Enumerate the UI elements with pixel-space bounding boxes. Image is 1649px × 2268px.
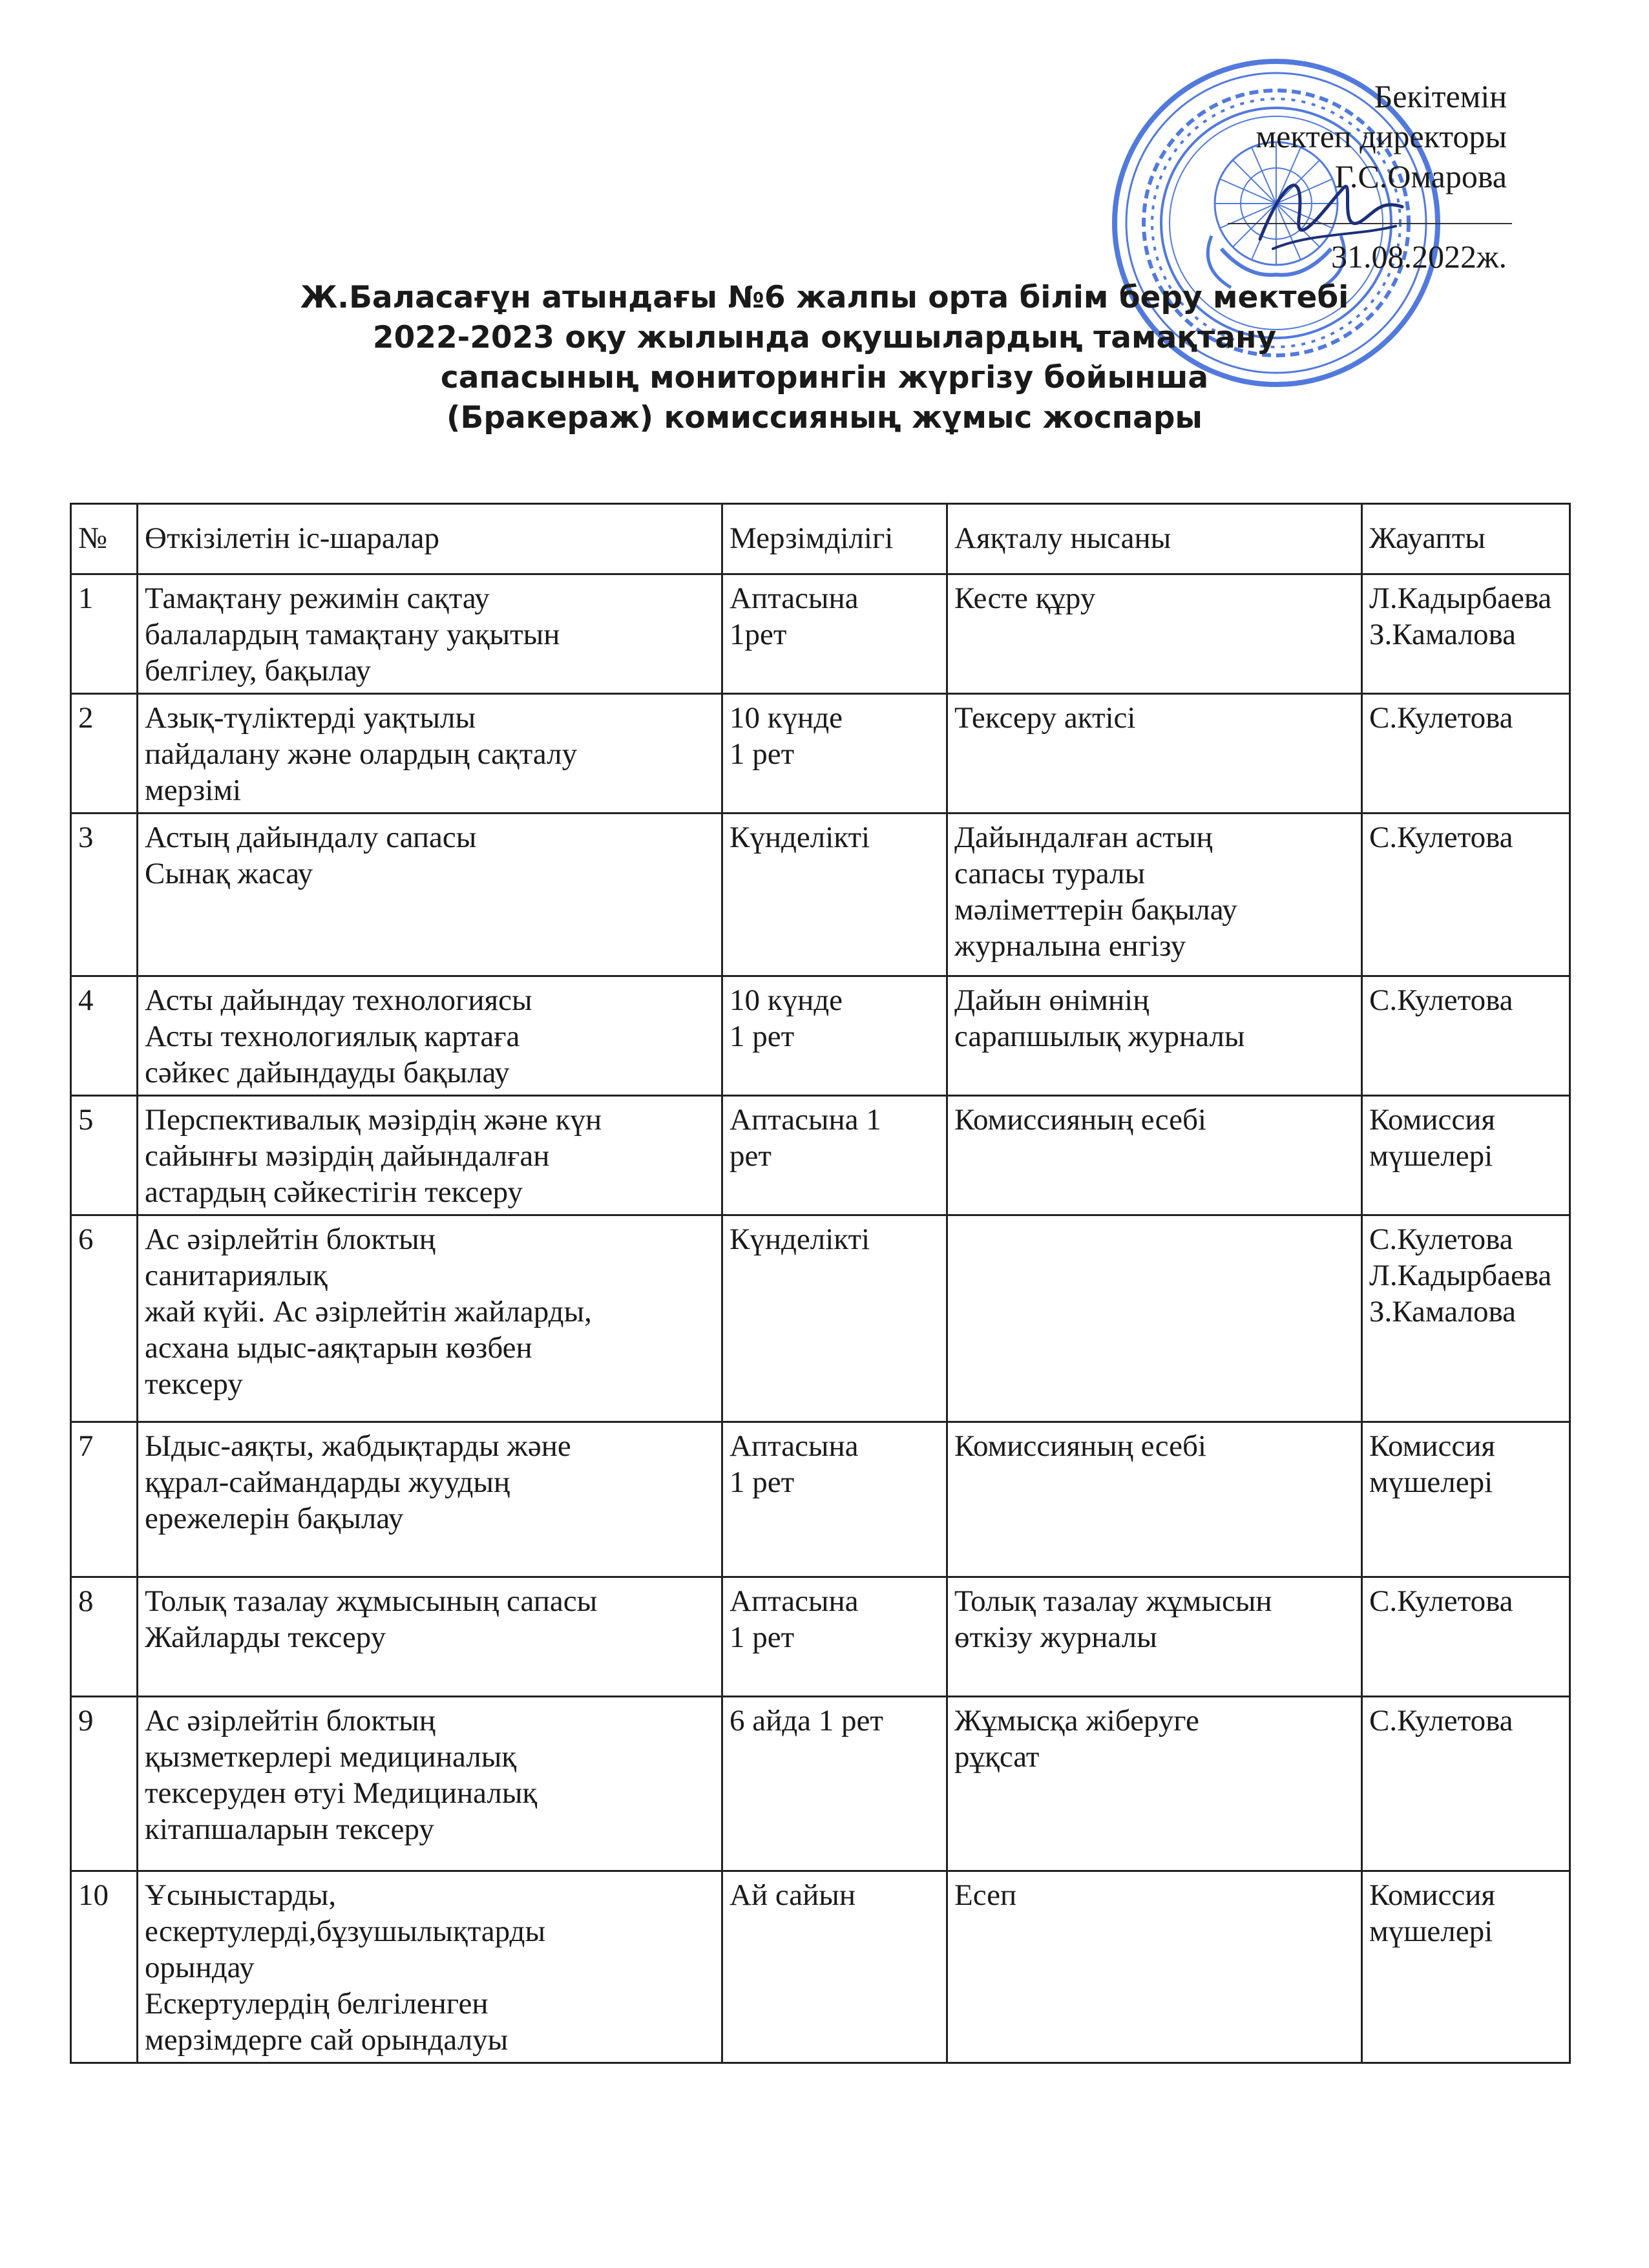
cell-form <box>947 976 1362 1096</box>
header-responsible: Жауапты <box>1362 504 1570 574</box>
cell-responsible <box>1362 694 1570 814</box>
header-form: Аяқталу нысаны <box>947 504 1362 574</box>
responsible-line: Л.Кадырбаева <box>1369 1259 1552 1292</box>
approval-date: 31.08.2022ж. <box>1330 238 1507 275</box>
activity-line: Сынақ жасау <box>145 857 313 890</box>
responsible-line: мүшелері <box>1369 1465 1493 1499</box>
cell-activity <box>138 1096 722 1215</box>
table-row <box>71 1577 1570 1697</box>
approval-position: мектеп директоры <box>1255 118 1507 154</box>
responsible-line: С.Кулетова <box>1369 1704 1513 1738</box>
responsible-line: С.Кулетова <box>1369 1223 1513 1256</box>
period-line: Аптасына 1 <box>730 1103 881 1137</box>
period-line: 1 рет <box>730 1465 795 1499</box>
table-row <box>71 1422 1570 1577</box>
table-row <box>71 1215 1570 1422</box>
form-line: Комиссияның есебі <box>954 1429 1206 1463</box>
table-row <box>71 1096 1570 1215</box>
cell-responsible <box>1362 1577 1570 1697</box>
responsible-line: Комиссия <box>1369 1429 1495 1463</box>
cell-activity <box>138 976 722 1096</box>
row-number: 7 <box>71 1422 138 1577</box>
activity-line: санитариялық <box>145 1259 328 1292</box>
signature-icon <box>1247 162 1415 265</box>
activity-line: мерзімі <box>145 773 242 807</box>
activity-line: астардың сәйкестігін тексеру <box>145 1175 523 1209</box>
cell-form <box>947 1697 1362 1871</box>
row-number: 5 <box>71 1096 138 1215</box>
responsible-line: С.Кулетова <box>1369 701 1513 735</box>
cell-responsible <box>1362 976 1570 1096</box>
activity-line: белгілеу, бақылау <box>145 654 371 688</box>
cell-responsible <box>1362 574 1570 694</box>
row-number: 1 <box>71 574 138 694</box>
activity-line: балалардың тамақтану уақытын <box>145 618 560 651</box>
activity-line: қызметкерлері медициналық <box>145 1740 517 1774</box>
table-row <box>71 1697 1570 1871</box>
form-line: өткізу журналы <box>954 1621 1157 1654</box>
cell-activity <box>138 814 722 976</box>
title-line-3: сапасының мониторингін жүргізу бойынша <box>440 360 1209 395</box>
cell-period <box>722 976 947 1096</box>
cell-period <box>722 1096 947 1215</box>
form-line: Комиссияның есебі <box>954 1103 1206 1137</box>
period-line: Аптасына <box>730 1584 859 1618</box>
cell-form <box>947 574 1362 694</box>
document-title <box>0 278 1649 438</box>
period-line: Аптасына <box>730 1429 859 1463</box>
header-period: Мерзімділігі <box>722 504 947 574</box>
period-line: 1 рет <box>730 1020 795 1053</box>
cell-period <box>722 694 947 814</box>
row-number: 8 <box>71 1577 138 1697</box>
activity-line: Азық-түліктерді уақтылы <box>145 701 476 735</box>
period-line: 1рет <box>730 618 787 651</box>
period-line: 10 күнде <box>730 701 843 735</box>
cell-responsible <box>1362 1215 1570 1422</box>
activity-line: Ыдыс-аяқты, жабдықтарды және <box>145 1429 571 1463</box>
activity-line: тексеру <box>145 1367 243 1401</box>
cell-activity <box>138 1422 722 1577</box>
activity-line: Тамақтану режимін сақтау <box>145 582 490 615</box>
row-number: 6 <box>71 1215 138 1422</box>
table-row <box>71 814 1570 976</box>
activity-line: сайынғы мәзірдің дайындалған <box>145 1139 550 1173</box>
activity-line: Асты технологиялық картаға <box>145 1020 520 1053</box>
form-line: Толық тазалау жұмысын <box>954 1584 1272 1618</box>
cell-responsible <box>1362 1697 1570 1871</box>
activity-line: орындау <box>145 1951 255 1984</box>
activity-line: мерзімдерге сай орындалуы <box>145 2023 509 2057</box>
cell-period <box>722 1215 947 1422</box>
cell-responsible <box>1362 1871 1570 2063</box>
table-row <box>71 694 1570 814</box>
cell-activity <box>138 1577 722 1697</box>
row-number: 10 <box>71 1871 138 2063</box>
cell-form <box>947 1096 1362 1215</box>
title-line-1: Ж.Баласағұн атындағы №6 жалпы орта білім беру мектебі <box>300 280 1349 315</box>
cell-activity <box>138 1871 722 2063</box>
activity-line: Ескертулердің белгіленген <box>145 1987 488 2021</box>
form-line: Кесте құру <box>954 582 1096 615</box>
table-header-row <box>71 504 1570 574</box>
activity-line: Асты дайындау технологиясы <box>145 983 532 1017</box>
period-line: 1 рет <box>730 1621 795 1654</box>
responsible-line: З.Камалова <box>1369 1295 1516 1328</box>
activity-line: пайдалану және олардың сақталу <box>145 737 578 771</box>
period-line: рет <box>730 1139 772 1173</box>
cell-activity <box>138 1215 722 1422</box>
cell-form <box>947 1215 1362 1422</box>
row-number: 9 <box>71 1697 138 1871</box>
header-activity: Өткізілетін іс-шаралар <box>138 504 722 574</box>
plan-table <box>70 503 1571 2064</box>
activity-line: Астың дайындалу сапасы <box>145 821 477 854</box>
title-line-2: 2022-2023 оқу жылында оқушылардың тамақтану <box>372 320 1277 355</box>
activity-line: Ас әзірлейтін блоктың <box>145 1704 436 1738</box>
responsible-line: Комиссия <box>1369 1103 1495 1137</box>
period-line: Ай сайын <box>730 1878 856 1912</box>
cell-form <box>947 1577 1362 1697</box>
cell-activity <box>138 694 722 814</box>
responsible-line: Комиссия <box>1369 1878 1495 1912</box>
activity-line: асхана ыдыс-аяқтарын көзбен <box>145 1331 532 1365</box>
cell-period <box>722 1697 947 1871</box>
responsible-line: С.Кулетова <box>1369 821 1513 854</box>
activity-line: Жайларды тексеру <box>145 1621 386 1654</box>
form-line: рұқсат <box>954 1740 1040 1774</box>
table-row <box>71 1871 1570 2063</box>
cell-form <box>947 814 1362 976</box>
cell-form <box>947 1871 1362 2063</box>
cell-activity <box>138 574 722 694</box>
form-line: сапасы туралы <box>954 857 1146 890</box>
form-line: Тексеру актісі <box>954 701 1136 735</box>
responsible-line: мүшелері <box>1369 1139 1493 1173</box>
period-line: 10 күнде <box>730 983 843 1017</box>
form-line: Дайын өнімнің <box>954 983 1150 1017</box>
responsible-line: Л.Кадырбаева <box>1369 582 1552 615</box>
activity-line: жай күйі. Ас әзірлейтін жайларды, <box>145 1295 592 1328</box>
period-line: 1 рет <box>730 737 795 771</box>
cell-responsible <box>1362 1096 1570 1215</box>
cell-responsible <box>1362 1422 1570 1577</box>
activity-line: Ас әзірлейтін блоктың <box>145 1223 436 1256</box>
activity-line: кітапшаларын тексеру <box>145 1812 434 1846</box>
period-line: 6 айда 1 рет <box>730 1704 883 1738</box>
activity-line: сәйкес дайындауды бақылау <box>145 1056 510 1089</box>
cell-form <box>947 694 1362 814</box>
period-line: Күнделікті <box>730 821 870 854</box>
form-line: Есеп <box>954 1878 1017 1912</box>
activity-line: тексеруден өтуі Медициналық <box>145 1776 538 1810</box>
row-number: 2 <box>71 694 138 814</box>
responsible-line: мүшелері <box>1369 1915 1493 1948</box>
activity-line: ережелерін бақылау <box>145 1502 404 1535</box>
form-line: Дайындалған астың <box>954 821 1213 854</box>
header-num: № <box>71 504 138 574</box>
form-line: журналына енгізу <box>954 929 1186 963</box>
activity-line: Перспективалық мәзірдің және күн <box>145 1103 602 1137</box>
responsible-line: С.Кулетова <box>1369 983 1513 1017</box>
table-row <box>71 574 1570 694</box>
cell-period <box>722 574 947 694</box>
activity-line: Ұсыныстарды, <box>145 1878 337 1912</box>
period-line: Аптасына <box>730 582 859 615</box>
row-number: 3 <box>71 814 138 976</box>
approval-title: Бекітемін <box>1374 78 1507 114</box>
activity-line: ескертулерді,бұзушылықтарды <box>145 1915 546 1948</box>
table-row <box>71 976 1570 1096</box>
row-number: 4 <box>71 976 138 1096</box>
form-line: мәліметтерін бақылау <box>954 893 1237 927</box>
responsible-line: З.Камалова <box>1369 618 1516 651</box>
cell-period <box>722 1871 947 2063</box>
form-line: Жұмысқа жіберуге <box>954 1704 1199 1738</box>
period-line: Күнделікті <box>730 1223 870 1256</box>
cell-period <box>722 1577 947 1697</box>
title-line-4: (Бракераж) комиссияның жұмыс жоспары <box>446 400 1203 436</box>
cell-period <box>722 1422 947 1577</box>
responsible-line: С.Кулетова <box>1369 1584 1513 1618</box>
cell-period <box>722 814 947 976</box>
approval-director-name: Г.С.Омарова <box>1334 158 1507 194</box>
cell-activity <box>138 1697 722 1871</box>
activity-line: құрал-саймандарды жуудың <box>145 1465 510 1499</box>
activity-line: Толық тазалау жұмысының сапасы <box>145 1584 598 1618</box>
form-line: сарапшылық журналы <box>954 1020 1245 1053</box>
cell-form <box>947 1422 1362 1577</box>
cell-responsible <box>1362 814 1570 976</box>
